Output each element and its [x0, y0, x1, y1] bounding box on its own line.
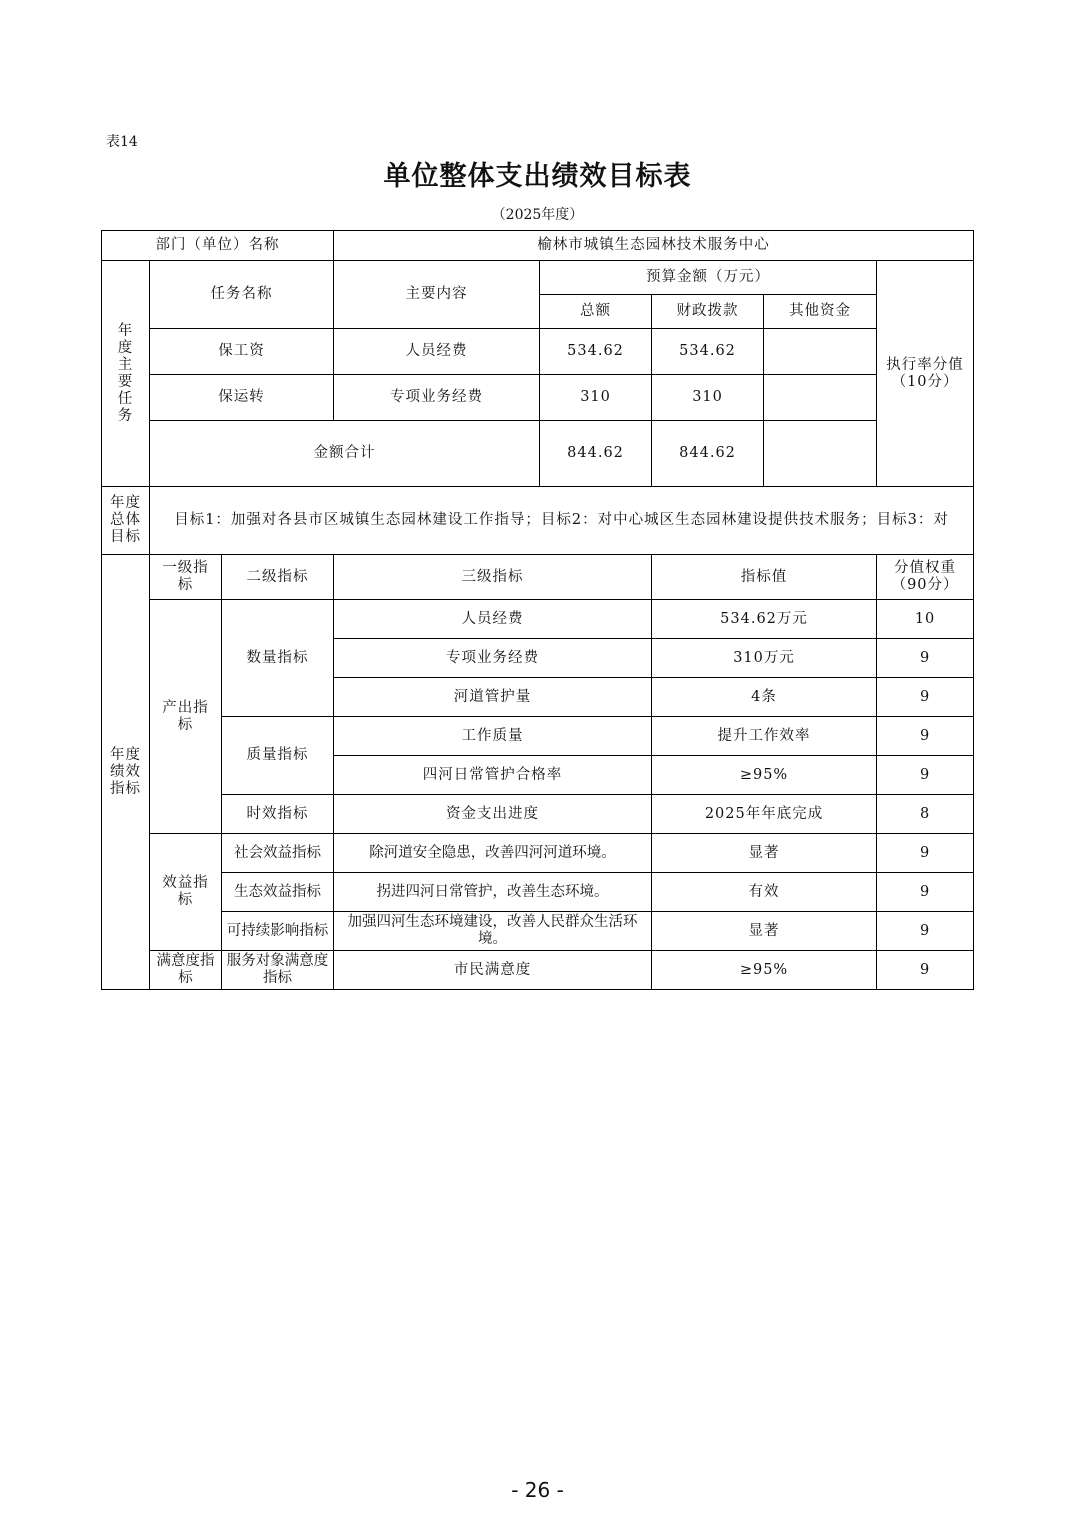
indicator-weight: 9	[877, 678, 974, 717]
indicator-name: 市民满意度	[334, 951, 652, 990]
task-row	[102, 375, 974, 421]
unit-name: 榆林市城镇生态园林技术服务中心	[334, 231, 974, 261]
satisfaction-indicator-label: 满意度指标	[150, 951, 222, 990]
task-content: 人员经费	[334, 329, 540, 375]
indicator-row	[102, 600, 974, 639]
performance-target-table	[101, 230, 974, 990]
indicator-weight: 9	[877, 639, 974, 678]
indicator-name: 人员经费	[334, 600, 652, 639]
indicator-row	[102, 873, 974, 912]
task-other	[764, 329, 877, 375]
indicator-value: ≥95%	[652, 951, 877, 990]
indicator-value: 310万元	[652, 639, 877, 678]
unit-label: 部门（单位）名称	[102, 231, 334, 261]
header-level1: 一级指标	[150, 555, 222, 600]
quantity-indicator-label: 数量指标	[222, 600, 334, 717]
indicator-row	[102, 834, 974, 873]
indicator-row	[102, 912, 974, 951]
social-benefit-label: 社会效益指标	[222, 834, 334, 873]
sum-fiscal: 844.62	[652, 421, 764, 487]
indicator-name: 除河道安全隐患，改善四河河道环境。	[334, 834, 652, 873]
fiscal-year: （2025年度）	[491, 207, 584, 223]
indicator-name: 工作质量	[334, 717, 652, 756]
sustainable-impact-label: 可持续影响指标	[222, 912, 334, 951]
table-number: 表14	[106, 134, 138, 150]
benefit-indicator-label: 效益指标	[150, 834, 222, 951]
sum-total: 844.62	[540, 421, 652, 487]
task-content: 专项业务经费	[334, 375, 540, 421]
indicator-name: 拐进四河日常管护，改善生态环境。	[334, 873, 652, 912]
tasks-section-label: 年度主要任务	[102, 261, 150, 487]
document-title: 单位整体支出绩效目标表	[383, 161, 692, 192]
indicator-row	[102, 717, 974, 756]
indicator-value: 有效	[652, 873, 877, 912]
indicator-value: ≥95%	[652, 756, 877, 795]
indicator-value: 2025年年底完成	[652, 795, 877, 834]
task-sum-row	[102, 421, 974, 485]
sum-other	[764, 421, 877, 487]
indicator-weight: 9	[877, 717, 974, 756]
indicator-name: 资金支出进度	[334, 795, 652, 834]
header-value: 指标值	[652, 555, 877, 600]
eco-benefit-label: 生态效益指标	[222, 873, 334, 912]
header-total: 总额	[540, 295, 652, 329]
indicator-weight: 9	[877, 951, 974, 990]
header-budget: 预算金额（万元）	[540, 261, 877, 295]
task-name: 保运转	[150, 375, 334, 421]
task-fiscal: 310	[652, 375, 764, 421]
task-name: 保工资	[150, 329, 334, 375]
indicator-weight: 10	[877, 600, 974, 639]
indicator-name: 河道管护量	[334, 678, 652, 717]
header-weight: 分值权重（90分）	[877, 555, 974, 600]
indicator-value: 显著	[652, 834, 877, 873]
goal-label: 年度总体目标	[102, 487, 150, 555]
header-other: 其他资金	[764, 295, 877, 329]
header-main-content: 主要内容	[334, 261, 540, 329]
header-level3: 三级指标	[334, 555, 652, 600]
quality-indicator-label: 质量指标	[222, 717, 334, 795]
indicator-value: 4条	[652, 678, 877, 717]
indicator-weight: 8	[877, 795, 974, 834]
indicator-value: 534.62万元	[652, 600, 877, 639]
indicator-weight: 9	[877, 912, 974, 951]
header-task-name: 任务名称	[150, 261, 334, 329]
task-fiscal: 534.62	[652, 329, 764, 375]
service-satisfaction-label: 服务对象满意度指标	[222, 951, 334, 990]
timeliness-indicator-label: 时效指标	[222, 795, 334, 834]
execution-rate-score: 执行率分值（10分）	[877, 261, 974, 487]
indicator-weight: 9	[877, 873, 974, 912]
task-total: 534.62	[540, 329, 652, 375]
header-fiscal: 财政拨款	[652, 295, 764, 329]
indicator-header-row	[102, 555, 974, 600]
goal-row	[102, 487, 974, 555]
indicator-name: 四河日常管护合格率	[334, 756, 652, 795]
indicator-name: 专项业务经费	[334, 639, 652, 678]
unit-row	[102, 231, 974, 261]
indicator-name: 加强四河生态环境建设，改善人民群众生活环境。	[334, 912, 652, 951]
sum-label: 金额合计	[150, 421, 540, 487]
task-header-row	[102, 261, 974, 295]
indicator-row	[102, 951, 974, 990]
goal-text: 目标1：加强对各县市区城镇生态园林建设工作指导；目标2：对中心城区生态园林建设提供技术服务；目标3：对	[150, 487, 974, 555]
task-row	[102, 329, 974, 375]
indicator-row	[102, 795, 974, 834]
output-indicator-label: 产出指标	[150, 600, 222, 834]
page-number: - 26 -	[511, 1478, 564, 1502]
indicator-value: 显著	[652, 912, 877, 951]
task-total: 310	[540, 375, 652, 421]
indicator-weight: 9	[877, 834, 974, 873]
indicator-weight: 9	[877, 756, 974, 795]
indicators-section-label: 年度绩效指标	[102, 555, 150, 990]
header-level2: 二级指标	[222, 555, 334, 600]
task-other	[764, 375, 877, 421]
indicator-value: 提升工作效率	[652, 717, 877, 756]
